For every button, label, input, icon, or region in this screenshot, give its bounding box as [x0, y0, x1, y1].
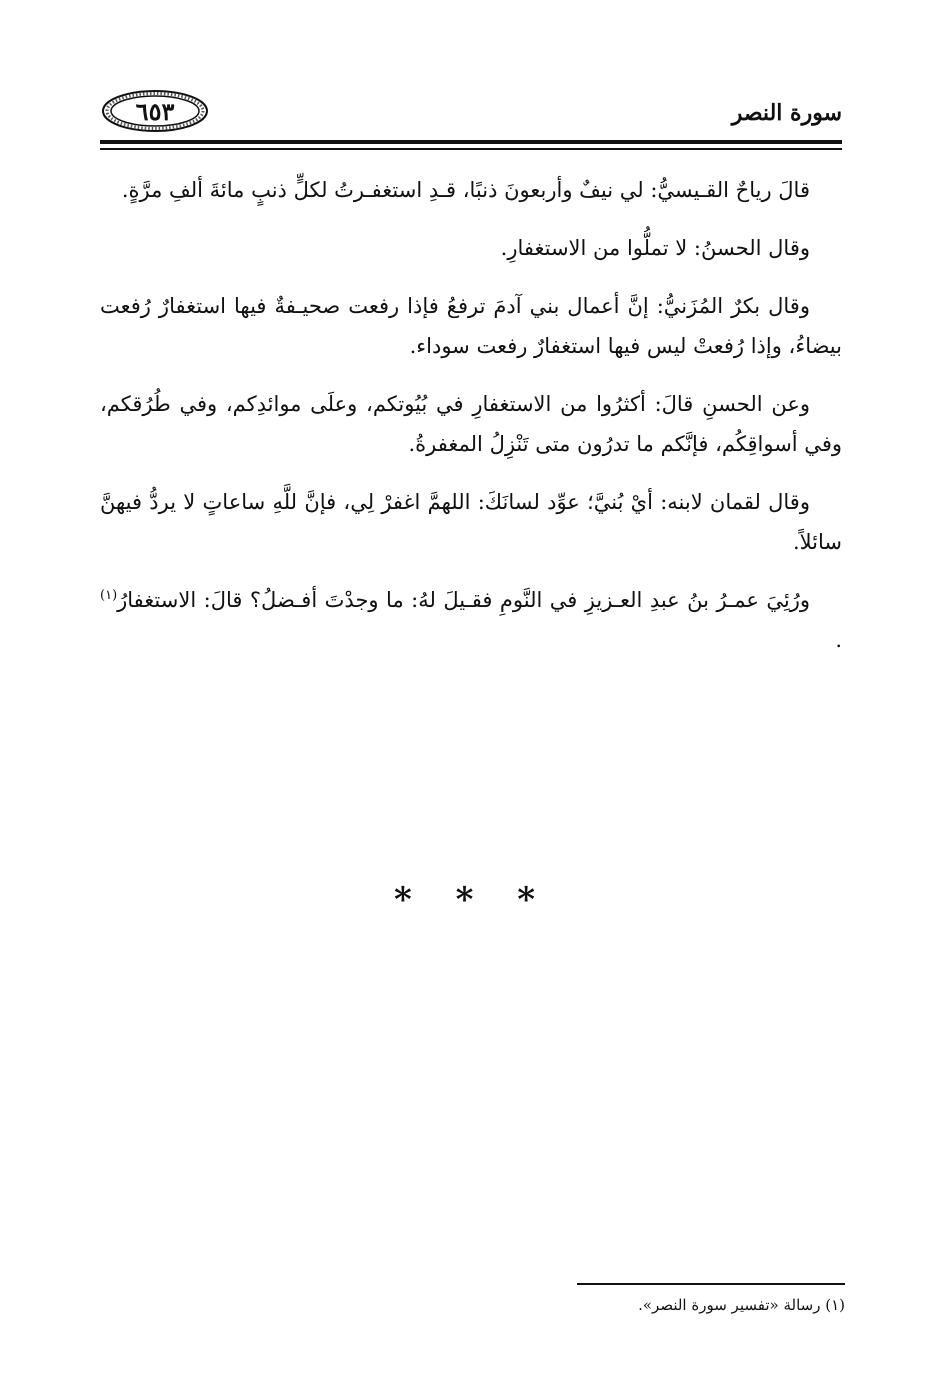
paragraph-umar	[100, 580, 842, 660]
paragraph-bakr: وقال بكرٌ المُزَنيُّ: إنَّ أعمال بني آدمَ ترفعُ فإذا رفعت صحيـفةٌ فيها استغفارٌ رُفعت بيضاءُ، وإذا رُفعتْ ليس فيها استغفارٌ رفعت سوداء.	[100, 294, 842, 358]
footnote-reference: (١)	[100, 588, 118, 603]
paragraph-umar-text: ورُئِيَ عمـرُ بنُ عبدِ العـزيزِ في النَّومِ فقـيلَ لهُ: ما وجدْتَ أفـضلُ؟ قالَ: الاستغفارُ	[117, 588, 810, 612]
section-separator: * * *	[393, 880, 551, 920]
header-rule	[100, 140, 842, 144]
paragraph-umar-tail: .	[835, 628, 842, 652]
page-number: ٦٥٣	[135, 96, 175, 126]
surah-title: سورة النصر	[731, 100, 842, 126]
footnote-rule	[577, 1283, 845, 1285]
paragraph-riyah: قالَ رياحٌ القـيسيُّ: لي نيفٌ وأربعونَ ذنبًا، قـدِ استغفـرتُ لكلٍّ ذنبٍ مائةَ ألفِ مرَّةٍ.	[121, 178, 810, 202]
main-text	[100, 170, 842, 678]
paragraph-hasan-2: وعن الحسنِ قالَ: أكثرُوا من الاستغفارِ في بُيُوتكم، وعلَى موائدِكم، وفي طُرُقكم، وفي أسواقِكُم، فإنَّكم ما تدرُون متى تَنْزِلُ المغفرةُ.	[100, 392, 842, 456]
page-header	[100, 88, 842, 148]
header-rule-secondary	[100, 148, 842, 150]
paragraph-hasan-1: وقال الحسنُ: لا تملُّوا من الاستغفارِ.	[500, 236, 810, 260]
footnote: (١) رسالة «تفسير سورة النصر».	[638, 1296, 845, 1314]
paragraph-luqman: وقال لقمان لابنه: أيْ بُنيَّ؛ عوِّد لسانَكَ: اللهمَّ اغفرْ لِي، فإنَّ للَّهِ ساعاتٍ لا يردُّ فيهنَّ سائلاً.	[100, 490, 842, 554]
